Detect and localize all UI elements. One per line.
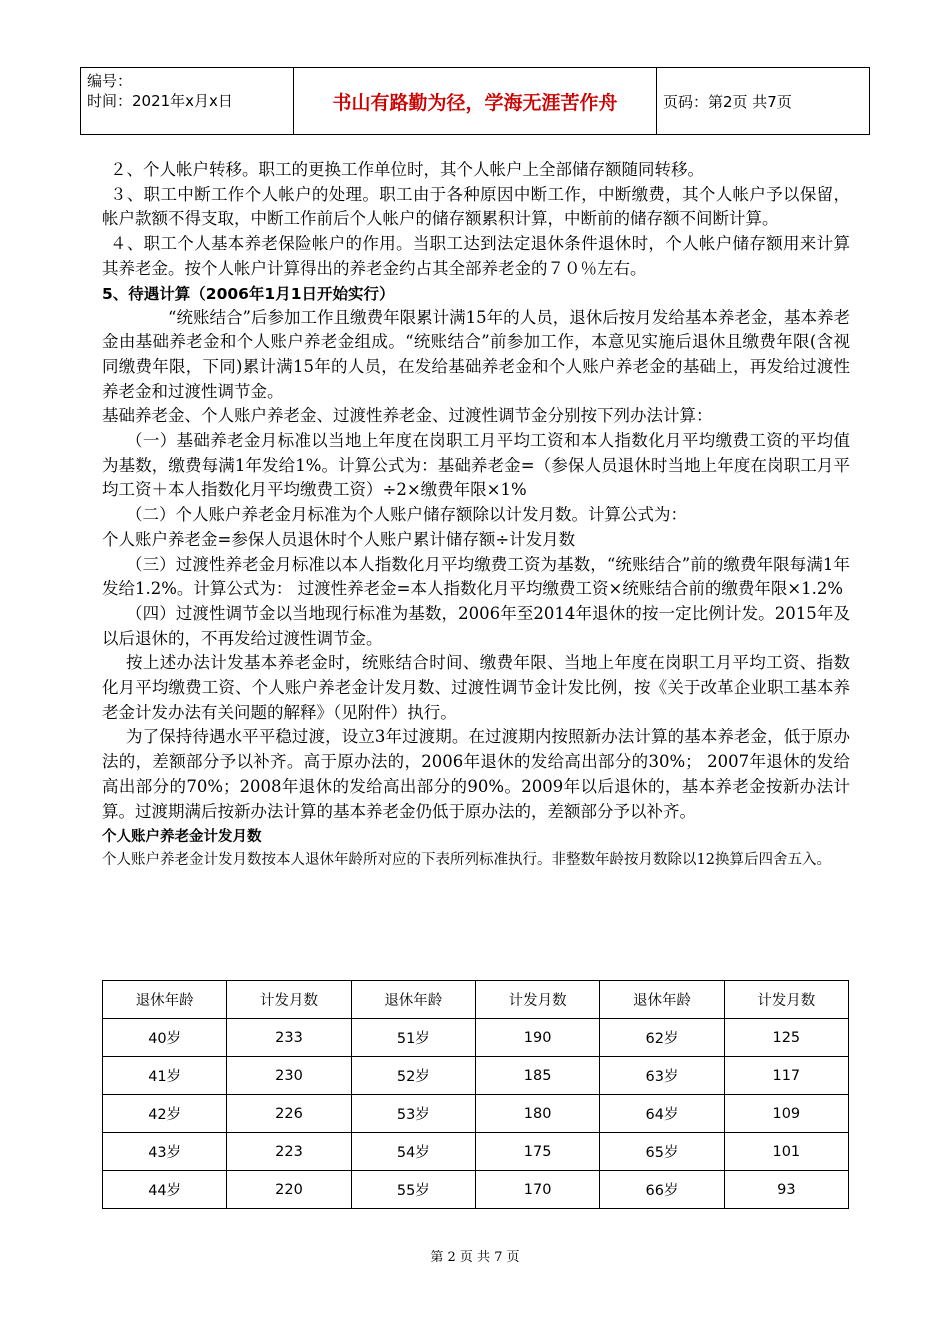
document-body — [102, 158, 850, 870]
table-cell: 101 — [724, 1133, 848, 1171]
table-cell: 43岁 — [103, 1133, 227, 1171]
table-row — [103, 1019, 849, 1057]
months-table-note: 个人账户养老金计发月数按本人退休年龄所对应的下表所列标准执行。非整数年龄按月数除以12换算后四舍五入。 — [102, 852, 831, 869]
table-header-cell: 退休年龄 — [103, 981, 227, 1019]
table-cell: 230 — [227, 1057, 351, 1095]
table-cell: 180 — [475, 1095, 599, 1133]
paragraph-benefit-composition: “统账结合”后参加工作且缴费年限累计满15年的人员，退休后按月发给基本养老金，基本养老金由基础养老金和个人账户养老金组成。“统账结合”前参加工作，本意见实施后退休且缴费年限(含视同缴费年限，下同)累计满15年的人员，在发给基础养老金和个人账户养老金的基础上，再发给过渡性养老金和过渡性调节金。 — [102, 307, 850, 401]
header-code: 编号： — [87, 72, 133, 90]
header-page-number: 页码：第2页 共7页 — [663, 92, 792, 111]
paragraph-basic-pension: （一）基础养老金月标准以当地上年度在岗职工月平均工资和本人指数化月平均缴费工资的平均值为基数，缴费每满1年发给1%。计算公式为：基础养老金=（参保人员退休时当地上年度在岗职工月平均工资＋本人指数化月平均缴费工资）÷2×缴费年限×1% — [102, 431, 850, 500]
paragraph-account-transfer: ２、个人帐户转移。职工的更换工作单位时，其个人帐户上全部储存额随同转移。 — [110, 160, 704, 179]
table-cell: 41岁 — [103, 1057, 227, 1095]
paragraph-implementation: 按上述办法计发基本养老金时，统账结合时间、缴费年限、当地上年度在岗职工月平均工资、指数化月平均缴费工资、个人账户养老金计发月数、过渡性调节金计发比例，按《关于改革企业职工基本养老金计发办法有关问题的解释》（见附件）执行。 — [102, 653, 850, 722]
table-cell: 52岁 — [351, 1057, 475, 1095]
table-cell: 125 — [724, 1019, 848, 1057]
table-cell: 62岁 — [600, 1019, 724, 1057]
paragraph-account-role: ４、职工个人基本养老保险帐户的作用。当职工达到法定退休条件退休时，个人帐户储存额用来计算其养老金。按个人帐户计算得出的养老金约占其全部养老金的７０％左右。 — [102, 234, 850, 278]
paragraph-personal-account-pension: （二）个人账户养老金月标准为个人账户储存额除以计发月数。计算公式为： — [126, 505, 687, 525]
header-motto: 书山有路勤为径，学海无涯苦作舟 — [294, 68, 657, 134]
table-cell: 117 — [724, 1057, 848, 1095]
table-row — [103, 1095, 849, 1133]
table-header-row — [103, 981, 849, 1019]
table-cell: 51岁 — [351, 1019, 475, 1057]
table-row — [103, 1133, 849, 1171]
page-footer: 第 2 页 共 7 页 — [430, 1250, 520, 1265]
table-cell: 65岁 — [600, 1133, 724, 1171]
paragraph-transition-period: 为了保持待遇水平平稳过渡，设立3年过渡期。在过渡期内按照新办法计算的基本养老金，低于原办法的，差额部分予以补齐。高于原办法的，2006年退休的发给高出部分的30%； 2007年退休的发给高出部分的70%；2008年退休的发给高出部分的90%。2009年以后退休的，基本养老金按新办法计算。过渡期满后按新办法计算的基本养老金仍低于原办法的，差额部分予以补齐。 — [102, 727, 850, 821]
header-date: 时间：2021年x月x日 — [87, 92, 233, 110]
table-cell: 93 — [724, 1171, 848, 1209]
payout-months-table — [102, 980, 849, 1209]
table-row — [103, 1057, 849, 1095]
table-header-cell: 退休年龄 — [600, 981, 724, 1019]
table-cell: 64岁 — [600, 1095, 724, 1133]
table-cell: 185 — [475, 1057, 599, 1095]
table-cell: 223 — [227, 1133, 351, 1171]
table-cell: 55岁 — [351, 1171, 475, 1209]
table-cell: 170 — [475, 1171, 599, 1209]
table-header-cell: 计发月数 — [475, 981, 599, 1019]
table-header-cell: 计发月数 — [227, 981, 351, 1019]
table-cell: 42岁 — [103, 1095, 227, 1133]
table-cell: 44岁 — [103, 1171, 227, 1209]
table-cell: 66岁 — [600, 1171, 724, 1209]
table-header-cell: 退休年龄 — [351, 981, 475, 1019]
paragraph-work-interruption: ３、职工中断工作个人帐户的处理。职工由于各种原因中断工作，中断缴费，其个人帐户予以保留，帐户款额不得支取，中断工作前后个人帐户的储存额累积计算，中断前的储存额不间断计算。 — [102, 184, 850, 229]
table-cell: 40岁 — [103, 1019, 227, 1057]
table-cell: 226 — [227, 1095, 351, 1133]
table-cell: 109 — [724, 1095, 848, 1133]
months-table-title: 个人账户养老金计发月数 — [102, 829, 262, 846]
table-header-cell: 计发月数 — [724, 981, 848, 1019]
table-row — [103, 1171, 849, 1209]
table-cell: 220 — [227, 1171, 351, 1209]
table-cell: 190 — [475, 1019, 599, 1057]
page-header — [80, 67, 870, 135]
table-cell: 53岁 — [351, 1095, 475, 1133]
table-cell: 54岁 — [351, 1133, 475, 1171]
table-cell: 175 — [475, 1133, 599, 1171]
header-meta — [81, 68, 294, 134]
paragraph-calculation-intro: 基础养老金、个人账户养老金、过渡性养老金、过渡性调节金分别按下列办法计算： — [102, 406, 713, 426]
table-cell: 63岁 — [600, 1057, 724, 1095]
table-cell: 233 — [227, 1019, 351, 1057]
section-5-heading: 5、待遇计算（2006年1月1日开始实行） — [102, 284, 395, 303]
paragraph-transitional-adjustment: （四）过渡性调节金以当地现行标准为基数，2006年至2014年退休的按一定比例计发。2015年及以后退休的，不再发给过渡性调节金。 — [102, 603, 850, 648]
formula-personal-account-pension: 个人账户养老金=参保人员退休时个人账户累计储存额÷计发月数 — [102, 529, 576, 549]
paragraph-transitional-pension: （三）过渡性养老金月标准以本人指数化月平均缴费工资为基数，“统账结合”前的缴费年限每满1年发给1.2%。计算公式为： 过渡性养老金=本人指数化月平均缴费工资×统账结合前的缴费年限×1.2% — [102, 554, 850, 599]
